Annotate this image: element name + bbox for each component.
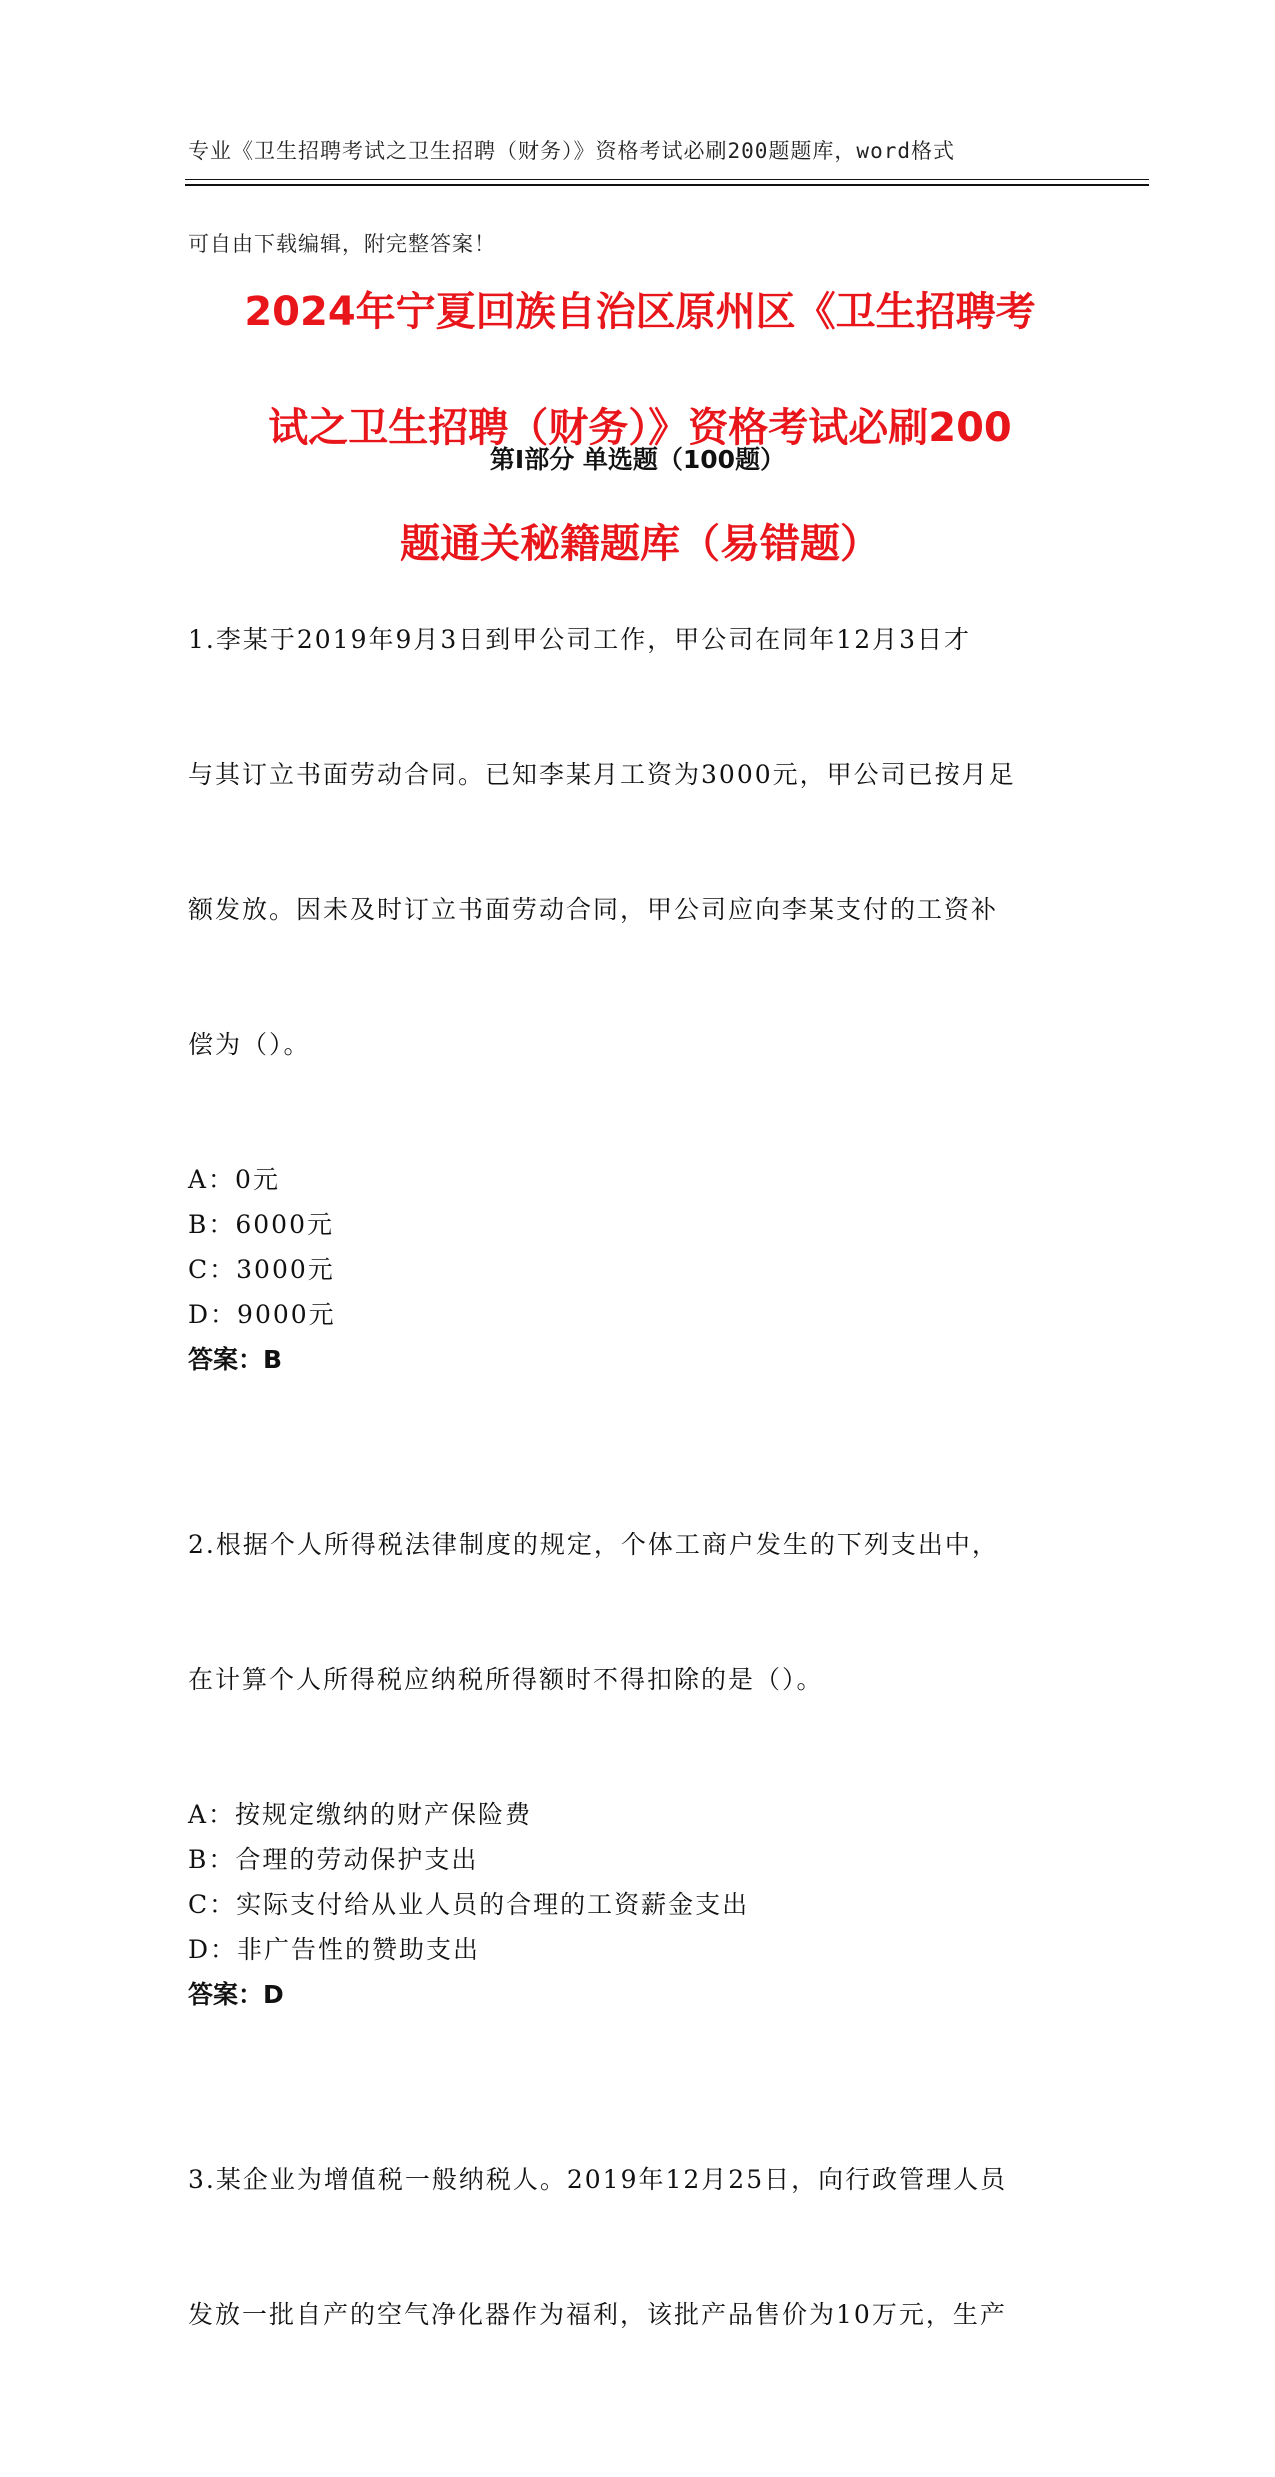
question-1 [188, 527, 1088, 1382]
question-line: 在计算个人所得税应纳税所得额时不得扣除的是（）。 [188, 1665, 824, 1694]
question-line: 3.某企业为增值税一般纳税人。2019年12月25日，向行政管理人员 [188, 2165, 1008, 2194]
question-line: 额发放。因未及时订立书面劳动合同，甲公司应向李某支付的工资补 [188, 895, 999, 924]
option-a: A：按规定缴纳的财产保险费 [188, 1800, 533, 1829]
header-divider-thick [185, 184, 1149, 186]
answer: 答案：D [188, 1980, 284, 2009]
question-3 [188, 2067, 1088, 2427]
option-c: C：3000元 [188, 1255, 335, 1284]
question-line: 1.李某于2019年9月3日到甲公司工作，甲公司在同年12月3日才 [188, 625, 972, 654]
option-b: B：合理的劳动保护支出 [188, 1845, 479, 1874]
question-line: 发放一批自产的空气净化器作为福利，该批产品售价为10万元，生产 [188, 2300, 1007, 2329]
header-note-line: 专业《卫生招聘考试之卫生招聘（财务）》资格考试必刷200题题库，word格式 [188, 139, 955, 163]
option-c: C：实际支付给从业人员的合理的工资薪金支出 [188, 1890, 750, 1919]
title-line: 试之卫生招聘（财务）》资格考试必刷200 [268, 405, 1012, 451]
section-heading: 第Ⅰ部分 单选题（100题） [489, 445, 786, 474]
question-line: 偿为（）。 [188, 1030, 311, 1059]
title-line: 2024年宁夏回族自治区原州区《卫生招聘考 [244, 289, 1036, 335]
header-note-line: 可自由下载编辑，附完整答案！ [188, 232, 496, 256]
question-line: 与其订立书面劳动合同。已知李某月工资为3000元，甲公司已按月足 [188, 760, 1016, 789]
question-line: 2.根据个人所得税法律制度的规定，个体工商户发生的下列支出中， [188, 1530, 999, 1559]
option-d: D：非广告性的赞助支出 [188, 1935, 481, 1964]
answer: 答案：B [188, 1345, 283, 1374]
question-text [188, 527, 1088, 1157]
title-line: 题通关秘籍题库（易错题） [400, 521, 880, 567]
option-a: A：0元 [188, 1165, 280, 1194]
option-d: D：9000元 [188, 1300, 336, 1329]
question-list [188, 527, 1088, 2477]
question-text [188, 2067, 1088, 2427]
option-b: B：6000元 [188, 1210, 334, 1239]
header-divider-thin [185, 179, 1149, 180]
question-2 [188, 1432, 1088, 2017]
question-text [188, 1432, 1088, 1792]
